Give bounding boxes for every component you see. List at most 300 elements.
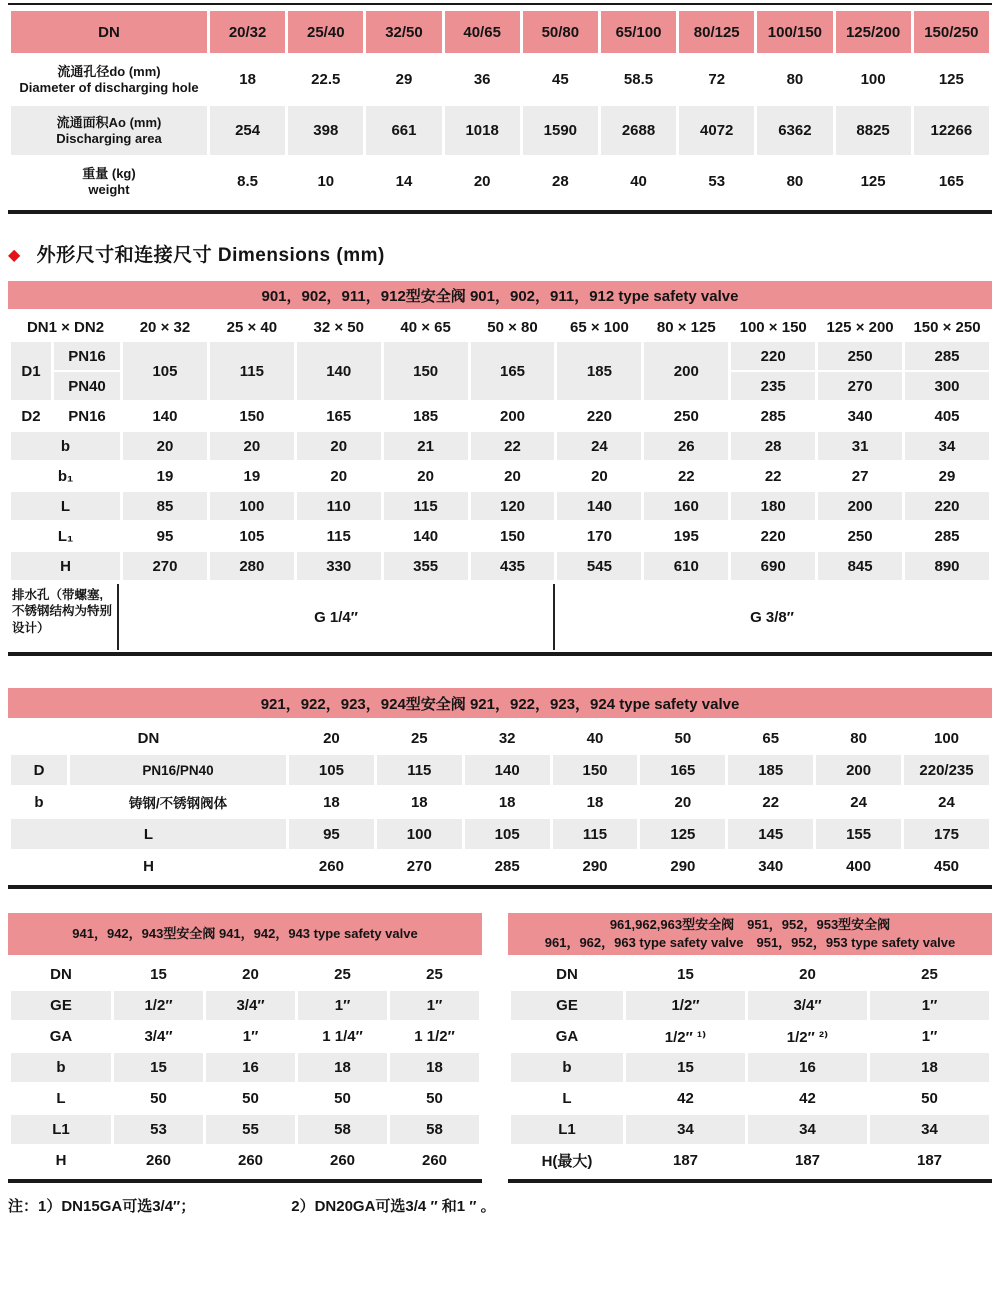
value-cell: 18 — [410, 793, 428, 811]
flow-value-cell: 28 — [552, 173, 569, 190]
footnote-item1: 注：1）DN15GA可选3/4″； — [8, 1198, 196, 1215]
value-cell: 200 — [644, 342, 728, 400]
value-cell: 1″ — [298, 991, 387, 1020]
value-cell: 50 — [150, 1090, 167, 1107]
value-cell: 140 — [557, 492, 641, 520]
row-label: D2 — [21, 407, 41, 425]
top-rule — [8, 3, 992, 5]
value-cell: 25 — [334, 966, 351, 983]
value-cell: 20 — [674, 793, 692, 811]
flow-col-header: 150/250 — [914, 11, 989, 53]
valve-961-dimensions-table — [508, 958, 992, 1177]
row-label: H — [143, 857, 154, 875]
table-row — [11, 787, 989, 817]
valve-921-corner-header: DN — [137, 729, 160, 747]
value-cell: 260 — [145, 1152, 172, 1169]
row-label: L — [11, 819, 286, 849]
value-cell: 450 — [934, 857, 960, 875]
value-cell: 120 — [471, 492, 555, 520]
value-cell: 50 — [334, 1090, 351, 1107]
value-cell: 115 — [553, 819, 638, 849]
table-row — [11, 1022, 479, 1051]
value-cell: 18 — [323, 793, 340, 811]
row-label: L1 — [511, 1115, 623, 1144]
flow-value-cell: 6362 — [757, 106, 832, 155]
value-cell: 290 — [670, 857, 696, 875]
valve-901-dimensions-table — [8, 312, 992, 582]
value-cell: 300 — [905, 372, 989, 400]
flow-value-cell: 22.5 — [311, 71, 341, 88]
row-label: L1 — [11, 1115, 111, 1144]
value-cell: 1 1/4″ — [322, 1028, 363, 1045]
value-cell: 220/235 — [904, 755, 989, 785]
value-cell: 21 — [384, 432, 468, 460]
flow-row-label-en: Diameter of discharging hole — [19, 79, 199, 95]
row-label: H — [55, 1152, 67, 1169]
section-title-en: Dimensions (mm) — [217, 245, 385, 266]
valve-901-bottom-rule — [8, 652, 992, 656]
value-cell: 16 — [748, 1053, 867, 1082]
value-cell: 18 — [870, 1053, 989, 1082]
value-cell: 24 — [938, 793, 955, 811]
value-cell: 285 — [760, 407, 786, 425]
value-cell: 115 — [377, 755, 462, 785]
value-cell: 27 — [851, 467, 869, 485]
flow-value-cell: 8.5 — [237, 173, 259, 190]
valve-921-title: 921，922，923，924型安全阀 921，922，923，924 type safety valve — [260, 695, 740, 713]
value-cell: 280 — [210, 552, 294, 580]
value-cell: 170 — [586, 527, 612, 545]
valve-961-title-line1: 961,962,963型安全阀 951，952，953型安全阀 — [609, 917, 891, 933]
flow-value-cell: 125 — [938, 71, 964, 88]
value-cell: 34 — [626, 1115, 745, 1144]
valve-921-col-header: 40 — [586, 729, 604, 747]
value-cell: 250 — [673, 407, 699, 425]
table-row — [511, 991, 989, 1020]
value-cell: 15 — [677, 966, 694, 983]
value-cell: 220 — [760, 527, 786, 545]
value-cell: 195 — [673, 527, 699, 545]
row-label: H — [11, 552, 120, 580]
table-row — [11, 552, 989, 580]
value-cell: 125 — [640, 819, 725, 849]
value-cell: 435 — [471, 552, 555, 580]
value-cell: 22 — [471, 432, 555, 460]
table-row — [11, 157, 989, 206]
value-cell: 42 — [799, 1090, 816, 1107]
value-cell: 53 — [114, 1115, 203, 1144]
flow-value-cell: 80 — [786, 173, 804, 190]
value-cell: 290 — [582, 857, 608, 875]
value-cell: 58 — [390, 1115, 479, 1144]
table-row — [11, 492, 989, 520]
valve-901-col-header: 50 × 80 — [487, 318, 538, 336]
value-cell: 235 — [731, 372, 815, 400]
value-cell: 20 — [330, 467, 348, 485]
valve-901-col-header: 25 × 40 — [226, 318, 278, 336]
valve-921-col-header: 65 — [762, 729, 780, 747]
valve-921-col-header: 50 — [674, 729, 692, 747]
table-row — [11, 1084, 479, 1113]
value-cell: 105 — [289, 755, 374, 785]
flow-col-header: 25/40 — [288, 11, 363, 53]
value-cell: 3/4″ — [206, 991, 295, 1020]
flow-col-header: 50/80 — [523, 11, 598, 53]
flow-row-label — [11, 55, 207, 104]
value-cell: 25 — [921, 966, 938, 983]
value-cell: 1″ — [242, 1028, 259, 1045]
value-cell: 187 — [916, 1152, 943, 1169]
flow-value-cell: 10 — [317, 173, 335, 190]
value-cell: 1″ — [870, 991, 989, 1020]
value-cell: 29 — [938, 467, 956, 485]
value-cell: 50 — [242, 1090, 259, 1107]
valve-961-title-bar — [508, 913, 992, 955]
value-cell: 400 — [846, 857, 872, 875]
value-cell: 150 — [384, 342, 468, 400]
table-row — [11, 106, 989, 155]
value-cell: 1/2″ ²⁾ — [786, 1028, 829, 1046]
value-cell: 55 — [206, 1115, 295, 1144]
flow-value-cell: 36 — [473, 71, 491, 88]
flow-value-cell: 80 — [786, 71, 804, 88]
value-cell: 610 — [644, 552, 728, 580]
value-cell: 105 — [239, 527, 265, 545]
table-row — [511, 960, 989, 989]
row-label: D — [11, 755, 67, 785]
flow-value-cell: 398 — [288, 106, 363, 155]
table-row — [11, 462, 989, 490]
footnote — [8, 1195, 992, 1216]
valve-901-col-header: 40 × 65 — [400, 318, 451, 336]
section-title-zh: 外形尺寸和连接尺寸 — [36, 245, 213, 266]
valve-941-title-bar — [8, 913, 482, 955]
diamond-bullet-icon: ◆ — [8, 247, 21, 264]
table-row — [11, 432, 989, 460]
value-cell: 185 — [728, 755, 813, 785]
value-cell: 200 — [500, 407, 526, 425]
value-cell: 115 — [210, 342, 294, 400]
flow-row-label — [11, 157, 207, 206]
value-cell: 1/2″ — [626, 991, 745, 1020]
value-cell: 18 — [498, 793, 516, 811]
value-cell: 150 — [239, 407, 265, 425]
valve-921-col-header: 25 — [410, 729, 428, 747]
flow-row-label-zh: 流通面积Ao (mm) — [56, 114, 162, 130]
valve-901-col-header: 125 × 200 — [826, 318, 894, 336]
flow-value-cell: 125 — [860, 173, 886, 190]
value-cell: 285 — [905, 342, 989, 370]
flow-col-header: 32/50 — [366, 11, 441, 53]
value-cell: 18 — [390, 1053, 479, 1082]
valve-941-title: 941，942，943型安全阀 941，942，943 type safety valve — [72, 926, 418, 942]
value-cell: 22 — [764, 467, 782, 485]
value-cell: 100 — [210, 492, 294, 520]
value-cell: 50 — [426, 1090, 443, 1107]
value-cell: 25 — [426, 966, 443, 983]
row-label: b — [11, 432, 120, 460]
table-row — [11, 723, 989, 753]
row-label: DN — [50, 966, 72, 983]
value-cell: 285 — [934, 527, 960, 545]
value-cell: 140 — [152, 407, 178, 425]
value-cell: 200 — [816, 755, 901, 785]
value-cell: 20 — [417, 467, 434, 485]
value-cell: 16 — [206, 1053, 295, 1082]
flow-row-label-en: weight — [88, 181, 130, 197]
table-row — [511, 1146, 989, 1175]
row-label: L — [11, 492, 120, 520]
value-cell: 34 — [905, 432, 989, 460]
flow-col-header: 125/200 — [836, 11, 911, 53]
value-cell: 22 — [762, 793, 780, 811]
value-cell: 890 — [905, 552, 989, 580]
flow-value-cell: 20 — [473, 173, 491, 190]
table-row — [11, 1053, 479, 1082]
value-cell: 115 — [326, 527, 351, 545]
value-cell: 22 — [677, 467, 695, 485]
table-row — [511, 1115, 989, 1144]
row-label: b — [34, 793, 44, 811]
row-label: GE — [511, 991, 623, 1020]
value-cell: 165 — [640, 755, 725, 785]
table-row — [511, 1084, 989, 1113]
sub-label: PN16/PN40 — [70, 755, 286, 785]
valve-901-title: 901，902，911，912型安全阀 901，902，911，912 type safety valve — [261, 287, 739, 305]
flow-col-header: 100/150 — [757, 11, 832, 53]
row-label: GE — [11, 991, 111, 1020]
row-label: L₁ — [57, 527, 74, 545]
valve-921-bottom-rule — [8, 885, 992, 889]
value-cell: 42 — [677, 1090, 694, 1107]
flow-value-cell: 12266 — [914, 106, 989, 155]
value-cell: 105 — [123, 342, 207, 400]
valve-901-col-header: 20 × 32 — [139, 318, 191, 336]
value-cell: 1″ — [390, 991, 479, 1020]
table-row — [11, 755, 989, 785]
flow-row-label-zh: 重量 (kg) — [82, 165, 136, 181]
value-cell: 165 — [326, 407, 352, 425]
flow-characteristics-table — [8, 9, 992, 208]
valve-941-section — [8, 913, 482, 1183]
table-row — [11, 402, 989, 430]
valve-921-col-header: 100 — [934, 729, 960, 747]
flow-col-header: 40/65 — [445, 11, 520, 53]
valve-921-col-header: 20 — [323, 729, 340, 747]
row-label: b — [511, 1053, 623, 1082]
valve-961-bottom-rule — [508, 1179, 992, 1183]
value-cell: 185 — [413, 407, 439, 425]
flow-row-label — [11, 106, 207, 155]
value-cell: 20 — [210, 432, 294, 460]
value-cell: 19 — [156, 467, 174, 485]
flow-value-cell: 2688 — [601, 106, 676, 155]
value-cell: 31 — [818, 432, 902, 460]
flow-value-cell: 1018 — [445, 106, 520, 155]
value-cell: 185 — [557, 342, 641, 400]
table-row — [11, 11, 989, 53]
value-cell: 95 — [156, 527, 174, 545]
value-cell: 34 — [748, 1115, 867, 1144]
flow-value-cell: 45 — [552, 71, 569, 88]
value-cell: 330 — [297, 552, 381, 580]
value-cell: 285 — [494, 857, 520, 875]
value-cell: 150 — [500, 527, 526, 545]
value-cell: 1″ — [921, 1028, 938, 1045]
flow-row-label-zh: 流通孔径do (mm) — [57, 63, 161, 79]
value-cell: 95 — [289, 819, 374, 849]
bottom-tables-row — [8, 913, 992, 1183]
table-row — [11, 991, 479, 1020]
value-cell: 260 — [237, 1152, 264, 1169]
value-cell: 220 — [905, 492, 989, 520]
valve-901-col-header: 150 × 250 — [913, 318, 981, 336]
value-cell: 100 — [377, 819, 462, 849]
drain-hole-label: 排水孔（带螺塞, 不锈钢结构为特别设计） — [11, 584, 119, 650]
row-label: b₁ — [57, 467, 74, 485]
value-cell: 18 — [586, 793, 604, 811]
value-cell: 180 — [731, 492, 815, 520]
sub-label-pn16: PN16 — [54, 342, 120, 370]
flow-row-label-en: Discharging area — [56, 130, 162, 146]
value-cell: 270 — [406, 857, 432, 875]
table-row — [11, 1146, 479, 1175]
row-label: GA — [49, 1028, 73, 1045]
value-cell: 115 — [384, 492, 468, 520]
flow-value-cell: 661 — [366, 106, 441, 155]
flow-value-cell: 72 — [708, 71, 726, 88]
value-cell: 58 — [298, 1115, 387, 1144]
value-cell: 15 — [114, 1053, 203, 1082]
value-cell: 3/4″ — [144, 1028, 173, 1045]
value-cell: 260 — [318, 857, 344, 875]
value-cell: 187 — [672, 1152, 699, 1169]
drain-size-g38: G 3/8″ — [750, 608, 794, 626]
table-row — [11, 1115, 479, 1144]
flow-col-header: 20/32 — [210, 11, 285, 53]
valve-961-section — [508, 913, 992, 1183]
flow-value-cell: 14 — [395, 173, 413, 190]
flow-col-header: 65/100 — [601, 11, 676, 53]
value-cell: 34 — [870, 1115, 989, 1144]
value-cell: 145 — [728, 819, 813, 849]
value-cell: 270 — [123, 552, 207, 580]
flow-value-cell: 1590 — [523, 106, 598, 155]
drain-size-g14: G 1/4″ — [119, 584, 555, 650]
value-cell: 140 — [297, 342, 381, 400]
valve-901-corner-header: DN1 × DN2 — [26, 318, 105, 336]
value-cell: 20 — [242, 966, 259, 983]
value-cell: 20 — [297, 432, 381, 460]
value-cell: 220 — [731, 342, 815, 370]
valve-901-col-header: 80 × 125 — [656, 318, 716, 336]
value-cell: 220 — [586, 407, 612, 425]
row-label-d1: D1 — [11, 342, 51, 400]
flow-value-cell: 18 — [239, 71, 256, 88]
value-cell: 28 — [731, 432, 815, 460]
table-row — [11, 314, 989, 340]
flow-value-cell: 4072 — [679, 106, 754, 155]
flow-col-header: 80/125 — [679, 11, 754, 53]
valve-961-title-line2: 961，962，963 type safety valve 951，952，953 type safety valve — [544, 935, 956, 950]
row-label: L — [562, 1090, 572, 1107]
value-cell: 18 — [298, 1053, 387, 1082]
valve-921-col-header: 32 — [498, 729, 516, 747]
table-row — [11, 522, 989, 550]
value-cell: 19 — [243, 467, 261, 485]
value-cell: 355 — [384, 552, 468, 580]
value-cell: 140 — [465, 755, 550, 785]
valve-921-col-header: 80 — [850, 729, 867, 747]
value-cell: 24 — [557, 432, 641, 460]
flow-value-cell: 254 — [210, 106, 285, 155]
drain-hole-row — [11, 584, 989, 650]
value-cell: 845 — [818, 552, 902, 580]
value-cell: 250 — [818, 342, 902, 370]
value-cell: 1/2″ ¹⁾ — [664, 1028, 707, 1046]
valve-901-col-header: 100 × 150 — [739, 318, 807, 336]
flow-value-cell: 58.5 — [623, 71, 654, 88]
row-label: L — [56, 1090, 66, 1107]
flow-table-bottom-rule — [8, 210, 992, 214]
row-label: b — [11, 1053, 111, 1082]
value-cell: 340 — [847, 407, 873, 425]
value-cell: 155 — [816, 819, 901, 849]
valve-901-col-header: 32 × 50 — [313, 318, 364, 336]
value-cell: 24 — [850, 793, 867, 811]
flow-value-cell: 165 — [938, 173, 964, 190]
value-cell: 260 — [329, 1152, 356, 1169]
value-cell: 110 — [297, 492, 381, 520]
value-cell: 187 — [794, 1152, 821, 1169]
flow-corner-header: DN — [11, 11, 207, 53]
value-cell: 15 — [626, 1053, 745, 1082]
sub-label: 铸钢/不锈钢阀体 — [128, 796, 228, 811]
flow-value-cell: 8825 — [836, 106, 911, 155]
value-cell: 160 — [644, 492, 728, 520]
value-cell: 20 — [591, 467, 608, 485]
value-cell: 20 — [504, 467, 521, 485]
flow-value-cell: 100 — [860, 71, 886, 88]
value-cell: 165 — [471, 342, 555, 400]
value-cell: 150 — [553, 755, 638, 785]
flow-value-cell: 53 — [708, 173, 726, 190]
value-cell: 250 — [847, 527, 873, 545]
value-cell: 26 — [644, 432, 728, 460]
value-cell: 140 — [413, 527, 439, 545]
value-cell: 20 — [799, 966, 816, 983]
row-label: H(最大) — [541, 1153, 593, 1170]
value-cell: 175 — [904, 819, 989, 849]
table-row — [11, 960, 479, 989]
value-cell: 405 — [934, 407, 960, 425]
table-row — [11, 851, 989, 881]
value-cell: 50 — [921, 1090, 938, 1107]
value-cell: 200 — [818, 492, 902, 520]
sub-label-pn40: PN40 — [54, 372, 120, 400]
value-cell: 260 — [421, 1152, 448, 1169]
value-cell: 85 — [123, 492, 207, 520]
valve-921-dimensions-table — [8, 721, 992, 883]
row-label: GA — [555, 1028, 579, 1045]
section-title — [8, 240, 992, 267]
valve-941-dimensions-table — [8, 958, 482, 1177]
table-row — [11, 342, 989, 370]
value-cell: 545 — [557, 552, 641, 580]
table-row — [511, 1053, 989, 1082]
valve-901-col-header: 65 × 100 — [570, 318, 629, 336]
footnote-item2: 2）DN20GA可选3/4 ″ 和1 ″ 。 — [291, 1198, 496, 1215]
